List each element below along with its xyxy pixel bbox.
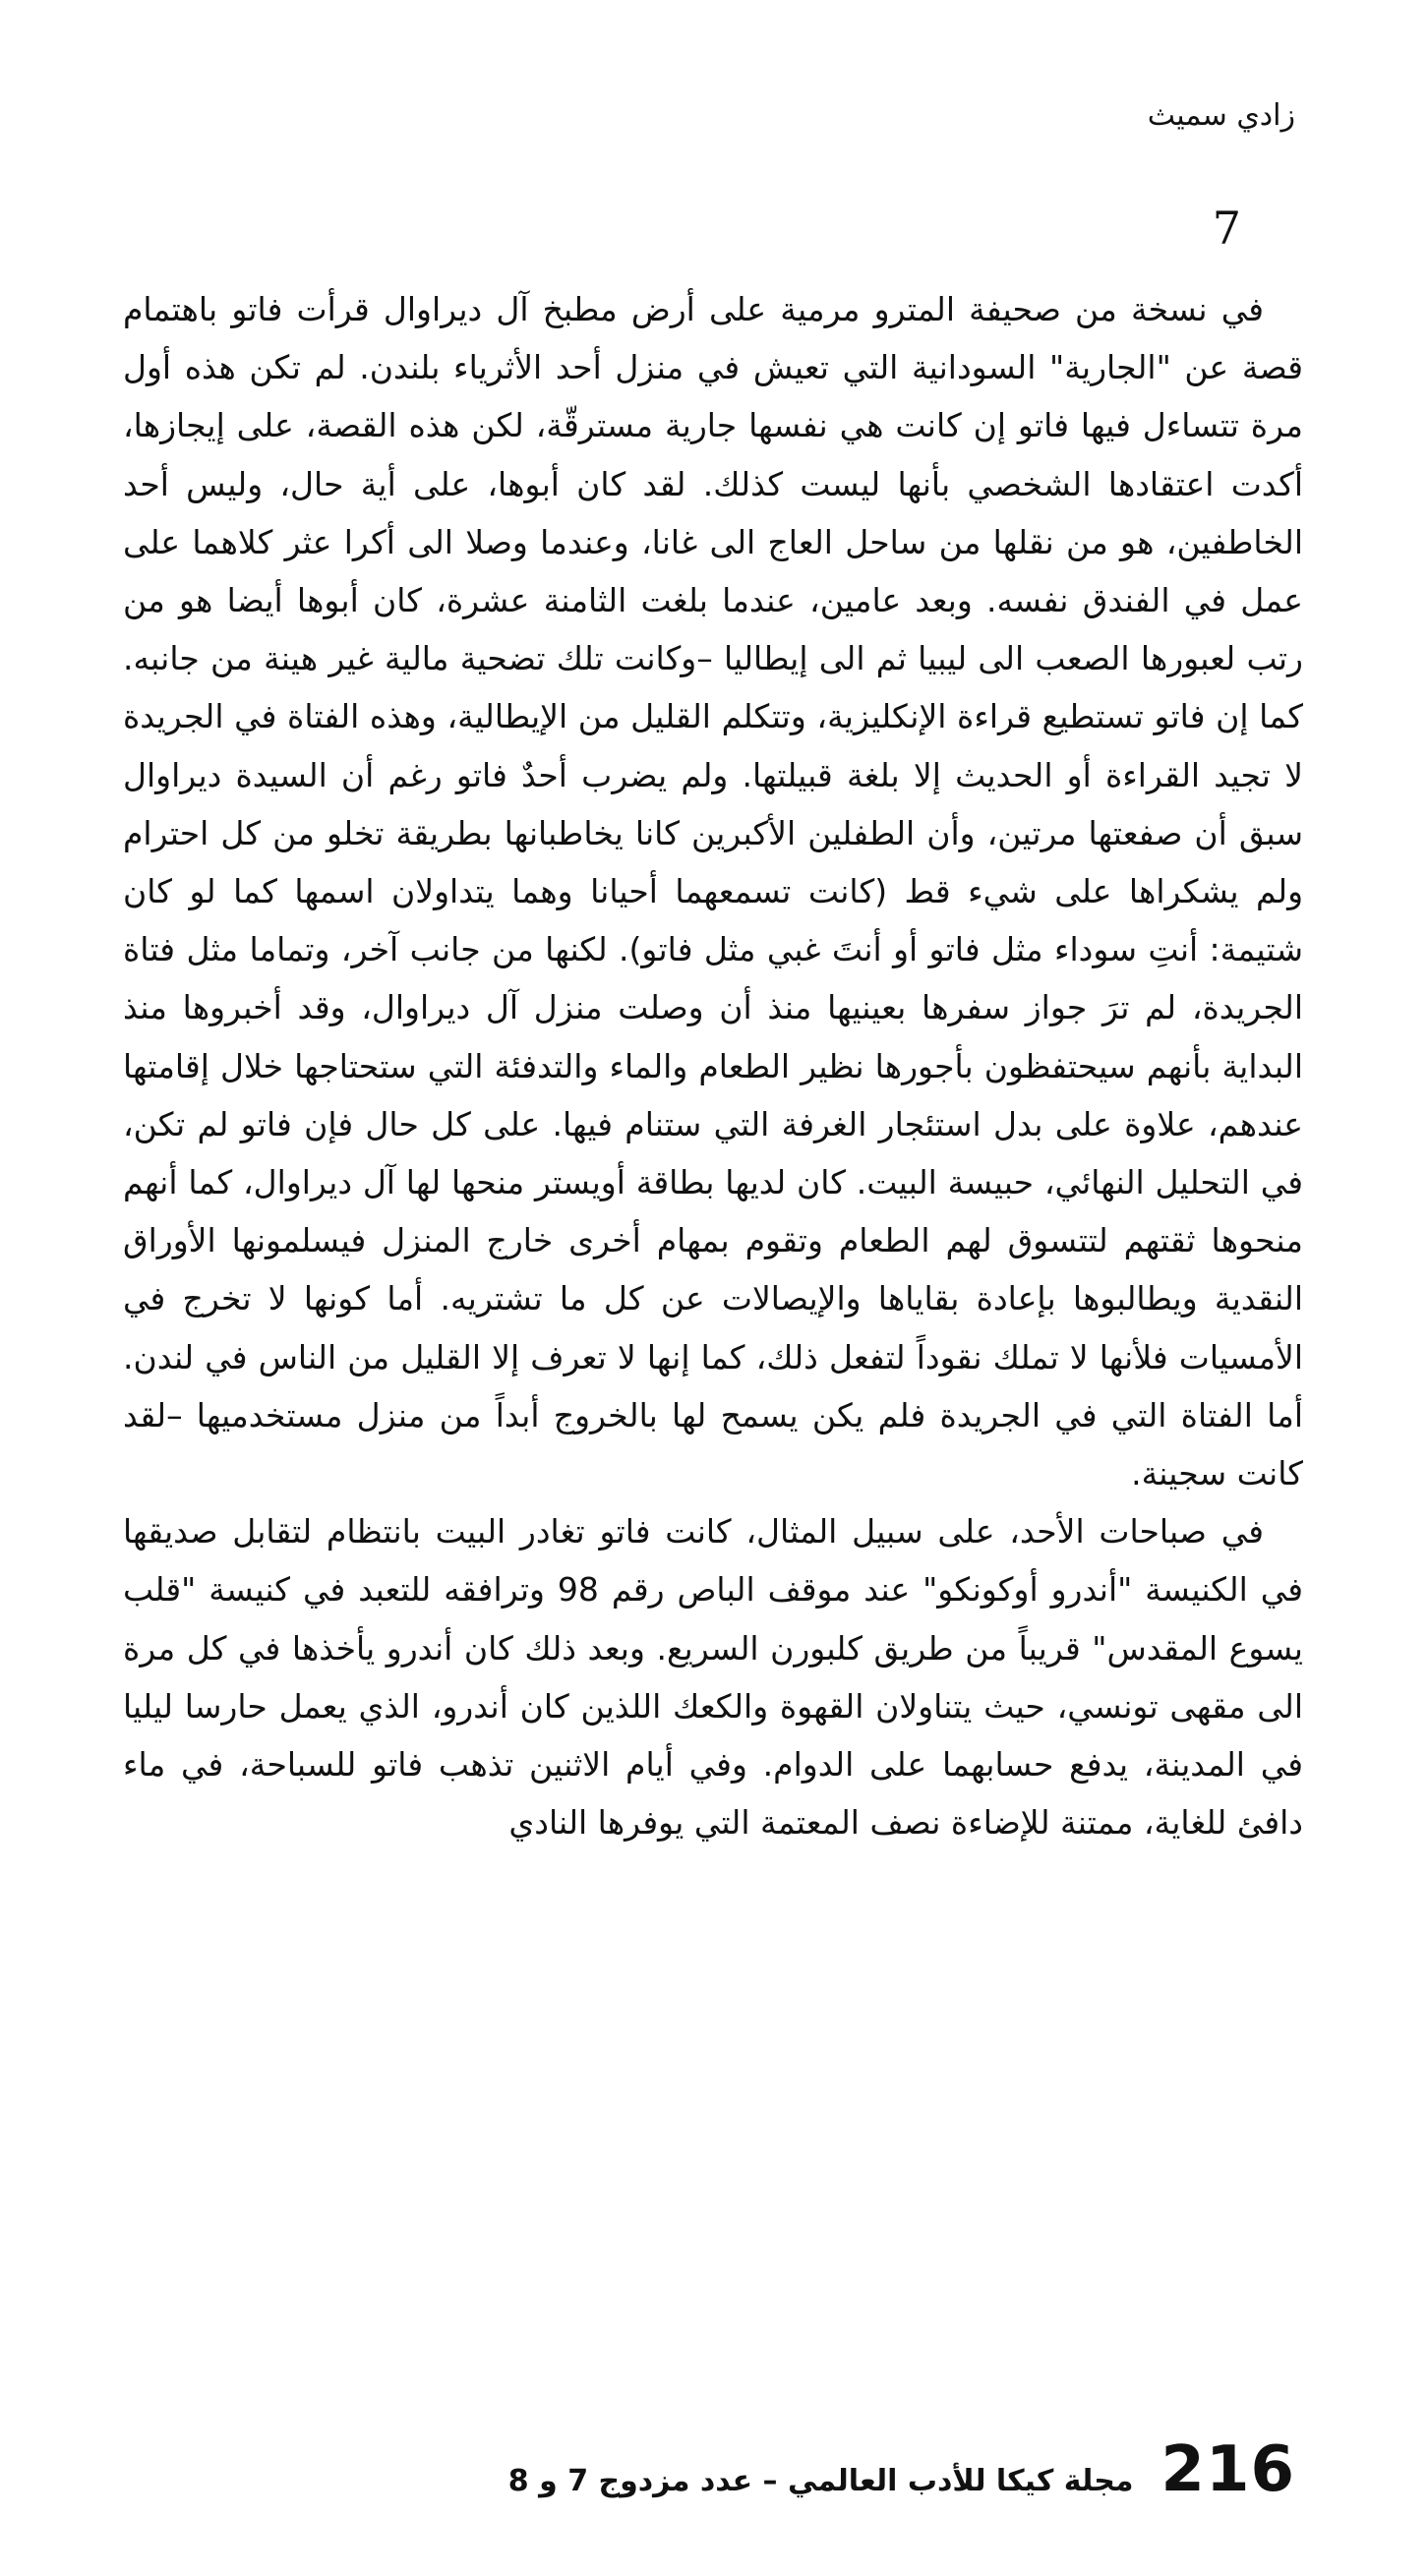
page-number: 216 <box>1160 2433 1295 2506</box>
journal-title: مجلة كيكا للأدب العالمي – عدد مزدوج 7 و 8 <box>507 2464 1134 2498</box>
page-footer <box>508 2433 1295 2506</box>
paragraph: في نسخة من صحيفة المترو مرمية على أرض مطبخ آل ديراوال قرأت فاتو باهتمام قصة عن "الجارية" السودانية التي تعيش في منزل أحد الأثرياء بلندن. لم تكن هذه أول مرة تتساءل فيها فاتو إن كانت هي نفسها جارية مسترقّة، لكن هذه القصة، على إيجازها، أكدت اعتقادها الشخصي بأنها ليست كذلك. لقد كان أبوها، على أية حال، وليس أحد الخاطفين، هو من نقلها من ساحل العاج الى غانا، وعندما وصلا الى أكرا عثر كلاهما على عمل في الفندق نفسه. وبعد عامين، عندما بلغت الثامنة عشرة، كان أبوها أيضا هو من رتب لعبورها الصعب الى ليبيا ثم الى إيطاليا –وكانت تلك تضحية مالية غير هينة من جانبه. كما إن فاتو تستطيع قراءة الإنكليزية، وتتكلم القليل من الإيطالية، وهذه الفتاة في الجريدة لا تجيد القراءة أو الحديث إلا بلغة قبيلتها. ولم يضرب أحدٌ فاتو رغم أن السيدة ديراوال سبق أن صفعتها مرتين، وأن الطفلين الأكبرين كانا يخاطبانها بطريقة تخلو من كل احترام ولم يشكراها على شيء قط (كانت تسمعهما أحيانا وهما يتداولان اسمها كما لو كان شتيمة: أنتِ سوداء مثل فاتو أو أنتَ غبي مثل فاتو). لكنها من جانب آخر، وتماما مثل فتاة الجريدة، لم ترَ جواز سفرها بعينيها منذ أن وصلت منزل آل ديراوال، وقد أخبروها منذ البداية بأنهم سيحتفظون بأجورها نظير الطعام والماء والتدفئة التي ستحتاجها خلال إقامتها عندهم، علاوة على بدل استئجار الغرفة التي ستنام فيها. على كل حال فإن فاتو لم تكن، في التحليل النهائي، حبيسة البيت. كان لديها بطاقة أويستر منحها لها آل ديراوال، كما أنهم منحوها ثقتهم لتتسوق لهم الطعام وتقوم بمهام أخرى خارج المنزل فيسلمونها الأوراق النقدية ويطالبوها بإعادة بقاياها والإيصالات عن كل ما تشتريه. أما كونها لا تخرج في الأمسيات فلأنها لا تملك نقوداً لتفعل ذلك، كما إنها لا تعرف إلا القليل من الناس في لندن. أما الفتاة التي في الجريدة فلم يكن يسمح لها بالخروج أبداً من منزل مستخدميها –لقد كانت سجينة. <box>123 290 1303 1493</box>
body-text <box>123 280 1303 1851</box>
paragraph: في صباحات الأحد، على سبيل المثال، كانت فاتو تغادر البيت بانتظام لتقابل صديقها في الكنيسة "أندرو أوكونكو" عند موقف الباص رقم 98 وترافقه للتعبد في كنيسة "قلب يسوع المقدس" قريباً من طريق كلبورن السريع. وبعد ذلك كان أندرو يأخذها في كل مرة الى مقهى تونسي، حيث يتناولان القهوة والكعك اللذين كان أندرو، الذي يعمل حارسا ليليا في المدينة، يدفع حسابهما على الدوام. وفي أيام الاثنين تذهب فاتو للسباحة، في ماء دافئ للغاية، ممتنة للإضاءة نصف المعتمة التي يوفرها النادي <box>123 1512 1303 1843</box>
chapter-number: 7 <box>1212 202 1241 255</box>
running-header-author: زادي سميث <box>1147 98 1295 133</box>
